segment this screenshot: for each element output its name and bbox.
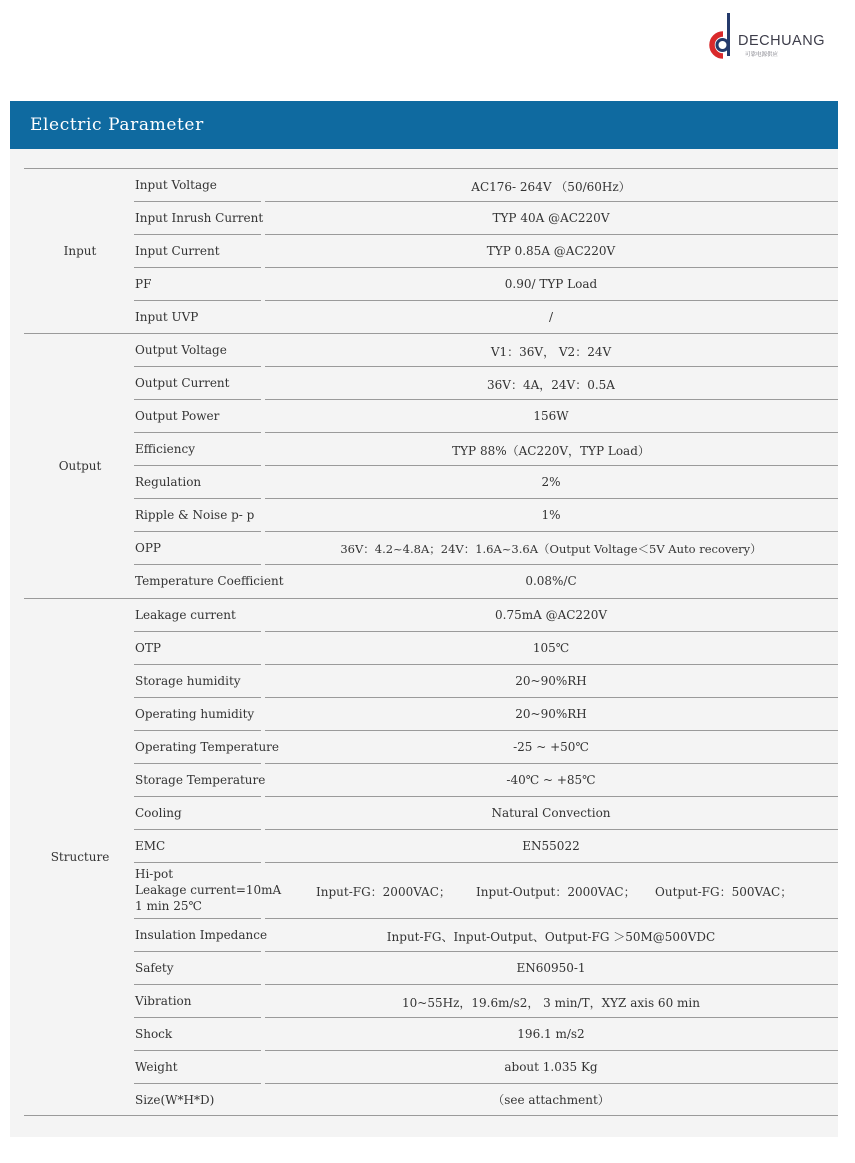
name-divider	[134, 829, 261, 830]
param-value: 0.75mA @AC220V	[495, 608, 607, 622]
table-row	[134, 697, 838, 730]
brand-name: DECHUANG	[738, 33, 825, 49]
value-divider	[265, 465, 838, 466]
value-divider	[265, 366, 838, 367]
table-row	[134, 168, 838, 201]
name-divider	[134, 918, 261, 919]
param-name: Cooling	[135, 806, 182, 820]
value-divider	[265, 697, 838, 698]
hipot-value: Input-FG：2000VAC；	[316, 885, 451, 899]
table-row	[134, 1050, 838, 1083]
name-divider	[134, 730, 261, 731]
group-label-output: Output	[58, 459, 102, 473]
param-value: V1：36V， V2：24V	[490, 345, 612, 359]
name-divider	[134, 951, 261, 952]
table-row	[134, 1083, 838, 1116]
table-row	[134, 465, 838, 498]
table-bottom-border	[24, 1115, 838, 1116]
name-divider	[134, 697, 261, 698]
param-name: Operating Temperature	[135, 740, 280, 754]
table-row	[134, 664, 838, 697]
hipot-name-line: Leakage current=10mA	[135, 883, 282, 897]
name-divider	[134, 432, 261, 433]
param-value: AC176- 264V （50/60Hz）	[471, 180, 631, 194]
table-row	[134, 564, 838, 597]
value-divider	[265, 918, 838, 919]
param-name: Vibration	[135, 994, 192, 1008]
param-value: TYP 0.85A @AC220V	[486, 244, 616, 258]
param-name: Storage Temperature	[135, 773, 266, 787]
value-divider	[265, 951, 838, 952]
param-value: about 1.035 Kg	[504, 1060, 598, 1074]
name-divider	[134, 984, 261, 985]
name-divider	[134, 763, 261, 764]
param-value: 36V：4A，24V：0.5A	[487, 378, 615, 392]
param-name: Input UVP	[135, 310, 199, 324]
group-label-structure: Structure	[50, 850, 110, 864]
name-divider	[134, 796, 261, 797]
param-value: /	[548, 310, 554, 324]
name-divider	[134, 531, 261, 532]
name-divider	[134, 1083, 261, 1084]
table-row	[134, 951, 838, 984]
value-divider	[265, 730, 838, 731]
hipot-row	[134, 862, 838, 917]
param-name: OTP	[135, 641, 161, 655]
group-label-input: Input	[63, 244, 97, 258]
value-divider	[265, 531, 838, 532]
param-name: Input Inrush Current	[135, 211, 264, 225]
name-divider	[134, 267, 261, 268]
param-value: 36V：4.2~4.8A；24V：1.6A~3.6A（Output Voltage＜5V Auto recovery）	[340, 542, 762, 556]
value-divider	[265, 862, 838, 863]
name-divider	[134, 465, 261, 466]
value-divider	[265, 432, 838, 433]
param-value: 196.1 m/s2	[517, 1027, 585, 1041]
param-name: Input Current	[135, 244, 220, 258]
name-divider	[134, 399, 261, 400]
parameter-table	[24, 168, 838, 1116]
table-row	[134, 498, 838, 531]
value-divider	[265, 201, 838, 202]
param-name: Temperature Coefficient	[135, 574, 284, 588]
table-row	[134, 1017, 838, 1050]
param-value: 0.90/ TYP Load	[504, 277, 598, 291]
value-divider	[265, 664, 838, 665]
table-row	[134, 730, 838, 763]
param-name: Shock	[135, 1027, 173, 1041]
param-value: EN60950-1	[516, 961, 586, 975]
hipot-value: Input-Output：2000VAC；	[476, 885, 636, 899]
value-divider	[265, 300, 838, 301]
name-divider	[134, 862, 261, 863]
param-value: 10~55Hz，19.6m/s2， 3 min/T，XYZ axis 60 min	[402, 996, 700, 1010]
name-divider	[134, 664, 261, 665]
param-name: Leakage current	[135, 608, 236, 622]
name-divider	[134, 234, 261, 235]
param-value: 1%	[541, 508, 561, 522]
param-name: Output Power	[135, 409, 220, 423]
hipot-value: Output-FG：500VAC；	[655, 885, 793, 899]
value-divider	[265, 1050, 838, 1051]
table-row	[134, 531, 838, 564]
param-value: （see attachment）	[492, 1093, 610, 1107]
param-name: Weight	[135, 1060, 178, 1074]
param-name: Storage humidity	[135, 674, 241, 688]
value-divider	[265, 763, 838, 764]
param-name: Ripple & Noise p- p	[135, 508, 255, 522]
brand-logo	[703, 12, 843, 62]
table-row	[134, 829, 838, 862]
table-row	[134, 267, 838, 300]
value-divider	[265, 796, 838, 797]
value-divider	[265, 267, 838, 268]
value-divider	[265, 234, 838, 235]
table-row	[134, 201, 838, 234]
dechuang-logo-icon	[703, 12, 743, 62]
table-row	[134, 432, 838, 465]
param-value: Natural Convection	[491, 806, 611, 820]
param-value: 2%	[541, 475, 561, 489]
page-title: Electric Parameter	[30, 115, 204, 135]
param-name: Output Voltage	[135, 343, 227, 357]
table-row	[134, 234, 838, 267]
value-divider	[265, 1017, 838, 1018]
hipot-name-line: 1 min 25℃	[135, 899, 202, 913]
param-name: OPP	[135, 541, 161, 555]
name-divider	[134, 201, 261, 202]
param-name: Operating humidity	[135, 707, 255, 721]
table-row	[134, 333, 838, 366]
hipot-values	[316, 883, 792, 900]
value-divider	[265, 1083, 838, 1084]
param-name: Insulation Impedance	[135, 928, 268, 942]
param-name: Regulation	[135, 475, 202, 489]
name-divider	[134, 1050, 261, 1051]
name-divider	[134, 498, 261, 499]
param-name: Input Voltage	[135, 178, 217, 192]
table-row	[134, 984, 838, 1017]
brand-subtitle: 可靠电源供应	[745, 52, 779, 58]
table-row	[134, 763, 838, 796]
hipot-name	[135, 866, 281, 914]
param-name: Output Current	[135, 376, 230, 390]
param-value: -25 ~ +50℃	[513, 740, 589, 754]
name-divider	[134, 1017, 261, 1018]
param-value: EN55022	[522, 839, 580, 853]
value-divider	[265, 829, 838, 830]
table-row	[134, 300, 838, 333]
name-divider	[134, 366, 261, 367]
name-divider	[134, 300, 261, 301]
value-divider	[265, 498, 838, 499]
param-value: 156W	[533, 409, 569, 423]
param-name: PF	[135, 277, 152, 291]
param-name: Size(W*H*D)	[135, 1093, 215, 1107]
section-header	[10, 101, 838, 149]
param-value: TYP 40A @AC220V	[492, 211, 610, 225]
table-row	[134, 366, 838, 399]
value-divider	[265, 984, 838, 985]
table-row	[134, 399, 838, 432]
param-value: Input-FG、Input-Output、Output-FG ＞50M@500VDC	[386, 930, 716, 944]
table-row	[134, 796, 838, 829]
table-row	[134, 598, 838, 631]
table-row	[134, 631, 838, 664]
hipot-name-line: Hi-pot	[135, 867, 174, 881]
name-divider	[134, 564, 261, 565]
param-value: -40℃ ~ +85℃	[506, 773, 596, 787]
param-name: Safety	[135, 961, 174, 975]
param-value: 20~90%RH	[515, 674, 587, 688]
value-divider	[265, 631, 838, 632]
param-name: Efficiency	[135, 442, 196, 456]
name-divider	[134, 631, 261, 632]
table-row	[134, 918, 838, 951]
value-divider	[265, 399, 838, 400]
param-value: 105℃	[532, 641, 570, 655]
param-value: 20~90%RH	[515, 707, 587, 721]
param-value: TYP 88%（AC220V，TYP Load）	[452, 444, 650, 458]
param-name: EMC	[135, 839, 166, 853]
value-divider	[265, 564, 838, 565]
param-value: 0.08%/C	[525, 574, 577, 588]
